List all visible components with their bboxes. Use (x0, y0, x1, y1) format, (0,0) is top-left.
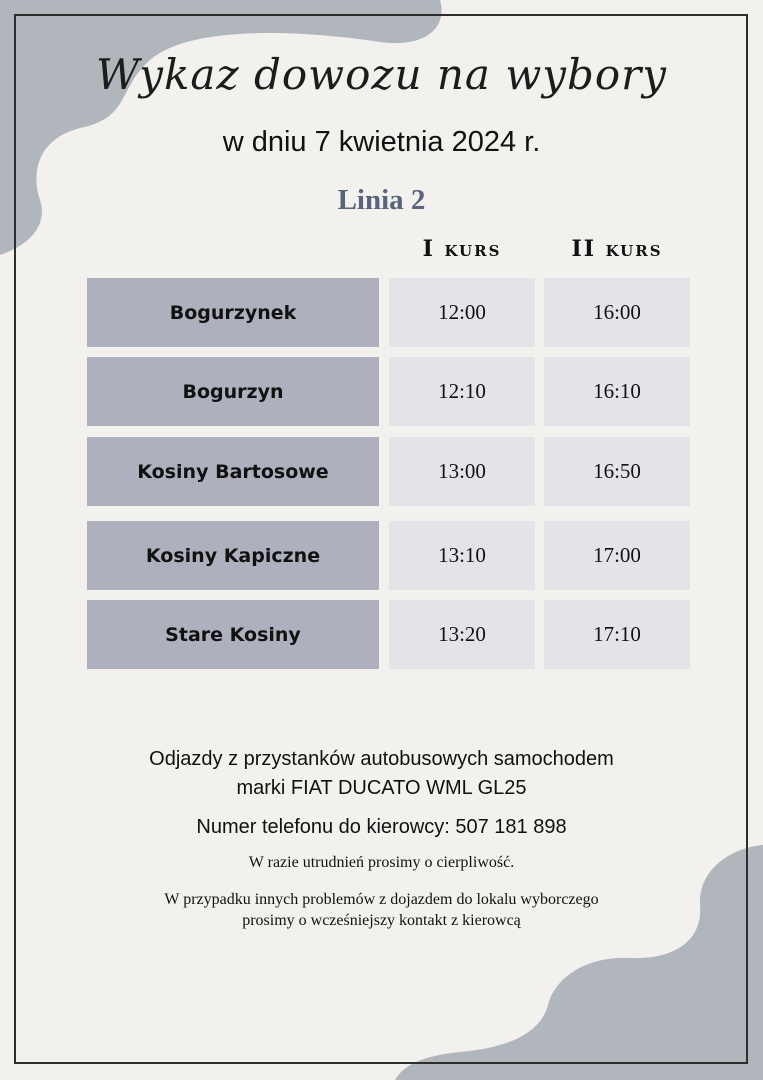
driver-phone: Numer telefonu do kierowcy: 507 181 898 (196, 816, 567, 838)
second-run-time-cell: 17:10 (544, 600, 690, 669)
stop-name-cell: Kosiny Kapiczne (87, 521, 379, 590)
patience-note: W razie utrudnień prosimy o cierpliwość. (248, 854, 515, 871)
first-run-time-cell: 12:00 (389, 278, 535, 347)
problems-note-line-2: prosimy o wcześniejszy kontakt z kierowcą (242, 912, 521, 929)
stop-name-cell: Bogurzynek (87, 278, 379, 347)
second-run-time-cell: 17:00 (544, 521, 690, 590)
first-run-time-cell: 13:10 (389, 521, 535, 590)
departure-info-line-2: marki FIAT DUCATO WML GL25 (236, 777, 527, 799)
column-header-first-run: I kurs (422, 236, 502, 262)
page-subtitle: w dniu 7 kwietnia 2024 r. (222, 126, 541, 158)
first-run-time-cell: 13:00 (389, 437, 535, 506)
departure-info-line-1: Odjazdy z przystanków autobusowych samochodem (149, 748, 614, 770)
problems-note-line-1: W przypadku innych problemów z dojazdem do lokalu wyborczego (164, 891, 599, 908)
stop-name-cell: Stare Kosiny (87, 600, 379, 669)
second-run-time-cell: 16:10 (544, 357, 690, 426)
first-run-time-cell: 12:10 (389, 357, 535, 426)
second-run-time-cell: 16:50 (544, 437, 690, 506)
line-label: Linia 2 (337, 184, 426, 216)
page-title: Wykaz dowozu na wybory (96, 50, 667, 99)
second-run-time-cell: 16:00 (544, 278, 690, 347)
column-header-second-run: II kurs (571, 236, 663, 262)
stop-name-cell: Kosiny Bartosowe (87, 437, 379, 506)
stop-name-cell: Bogurzyn (87, 357, 379, 426)
first-run-time-cell: 13:20 (389, 600, 535, 669)
